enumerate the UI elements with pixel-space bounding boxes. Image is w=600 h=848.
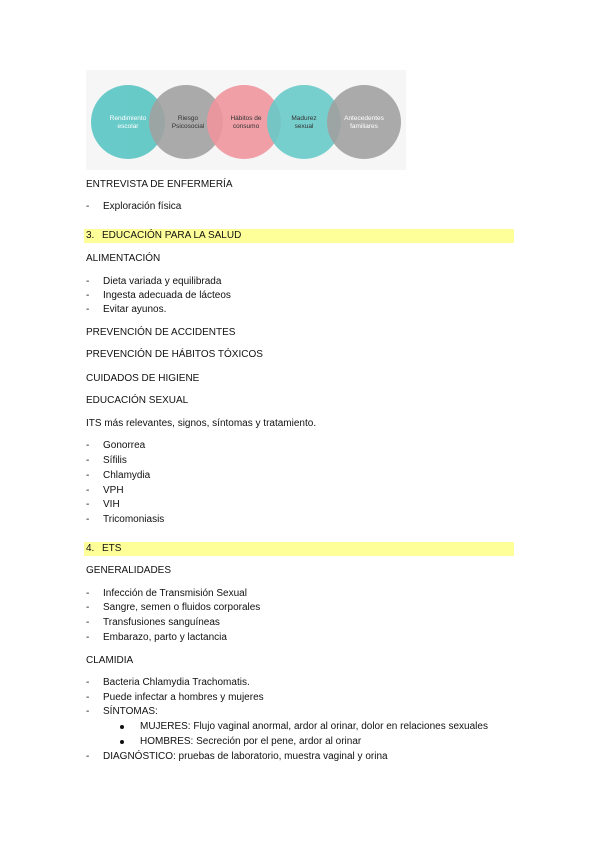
list-item-text: Bacteria Chlamydia Trachomatis.	[103, 677, 250, 688]
its-heading: ITS más relevantes, signos, síntomas y tratamiento.	[86, 418, 317, 429]
section-title: ETS	[102, 543, 122, 554]
list-item-text: Chlamydia	[103, 470, 151, 481]
venn-label: Hábitos de	[230, 115, 262, 122]
list-item-text: Ingesta adecuada de lácteos	[103, 290, 231, 301]
list-item-text: Sangre, semen o fluidos corporales	[103, 602, 261, 613]
list-item-text: DIAGNÓSTICO: pruebas de laboratorio, muestra vaginal y orina	[103, 751, 388, 762]
list-item-text: SÍNTOMAS:	[103, 706, 158, 717]
venn-label: Madurez	[291, 115, 317, 122]
list-item-text: Gonorrea	[103, 440, 146, 451]
bullet-dash: -	[86, 692, 90, 703]
prevencion-habitos-heading: PREVENCIÓN DE HÁBITOS TÓXICOS	[86, 349, 263, 360]
list-item-text: Transfusiones sanguíneas	[103, 617, 220, 628]
bullet-dash: -	[86, 632, 90, 643]
list-item-text: Exploración física	[103, 201, 182, 212]
list-item-text: Embarazo, parto y lactancia	[103, 632, 227, 643]
bullet-dash: -	[86, 440, 90, 451]
section-3-heading	[84, 229, 514, 243]
venn-label: Riesgo	[177, 115, 199, 122]
section-title: EDUCACIÓN PARA LA SALUD	[102, 230, 242, 241]
section-4-heading	[84, 542, 514, 556]
sub-list-item-text: HOMBRES: Secreción por el pene, ardor al orinar	[140, 736, 362, 747]
alimentacion-heading: ALIMENTACIÓN	[86, 253, 161, 264]
bullet-dash: -	[86, 290, 90, 301]
prevencion-accidentes-heading: PREVENCIÓN DE ACCIDENTES	[86, 327, 236, 338]
bullet-dash: -	[86, 617, 90, 628]
bullet-dash: -	[86, 514, 90, 525]
generalidades-heading: GENERALIDADES	[86, 565, 172, 576]
bullet-dash: -	[86, 304, 90, 315]
list-item-text: Dieta variada y equilibrada	[103, 276, 222, 287]
list-item-text: Puede infectar a hombres y mujeres	[103, 692, 264, 703]
bullet-dash: -	[86, 677, 90, 688]
venn-diagram	[86, 70, 406, 170]
clamidia-heading: CLAMIDIA	[86, 655, 134, 666]
list-item-text: Sífilis	[103, 455, 127, 466]
venn-label: consumo	[232, 123, 260, 130]
venn-label: Psicosocial	[171, 123, 205, 130]
sub-list-item-text: MUJERES: Flujo vaginal anormal, ardor al orinar, dolor en relaciones sexuales	[140, 721, 488, 732]
bullet-dash: -	[86, 485, 90, 496]
venn-label: familiares	[350, 123, 378, 130]
section-number: 3.	[86, 230, 95, 241]
bullet-dash: -	[86, 499, 90, 510]
venn-circle-antecedentes	[327, 85, 401, 159]
bullet-dash: -	[86, 276, 90, 287]
venn-label: sexual	[294, 123, 314, 130]
bullet-dot-icon	[120, 740, 124, 744]
bullet-dash: -	[86, 588, 90, 599]
entrevista-heading: ENTREVISTA DE ENFERMERÍA	[86, 179, 233, 190]
bullet-dash: -	[86, 602, 90, 613]
list-item-text: VPH	[103, 485, 124, 496]
list-item-text: Evitar ayunos.	[103, 304, 167, 315]
bullet-dash: -	[86, 470, 90, 481]
bullet-dash: -	[86, 455, 90, 466]
bullet-dash: -	[86, 201, 90, 212]
bullet-dash: -	[86, 751, 90, 762]
educacion-sexual-heading: EDUCACIÓN SEXUAL	[86, 395, 189, 406]
bullet-dash: -	[86, 706, 90, 717]
venn-label: Rendimiento	[109, 115, 147, 122]
list-item-text: Tricomoniasis	[103, 514, 165, 525]
cuidados-higiene-heading: CUIDADOS DE HIGIENE	[86, 373, 200, 384]
list-item-text: VIH	[103, 499, 120, 510]
list-item-text: Infección de Transmisión Sexual	[103, 588, 247, 599]
section-number: 4.	[86, 543, 95, 554]
venn-label: Antecedentes	[344, 115, 384, 122]
venn-label: escolar	[117, 123, 139, 130]
bullet-dot-icon	[120, 725, 124, 729]
